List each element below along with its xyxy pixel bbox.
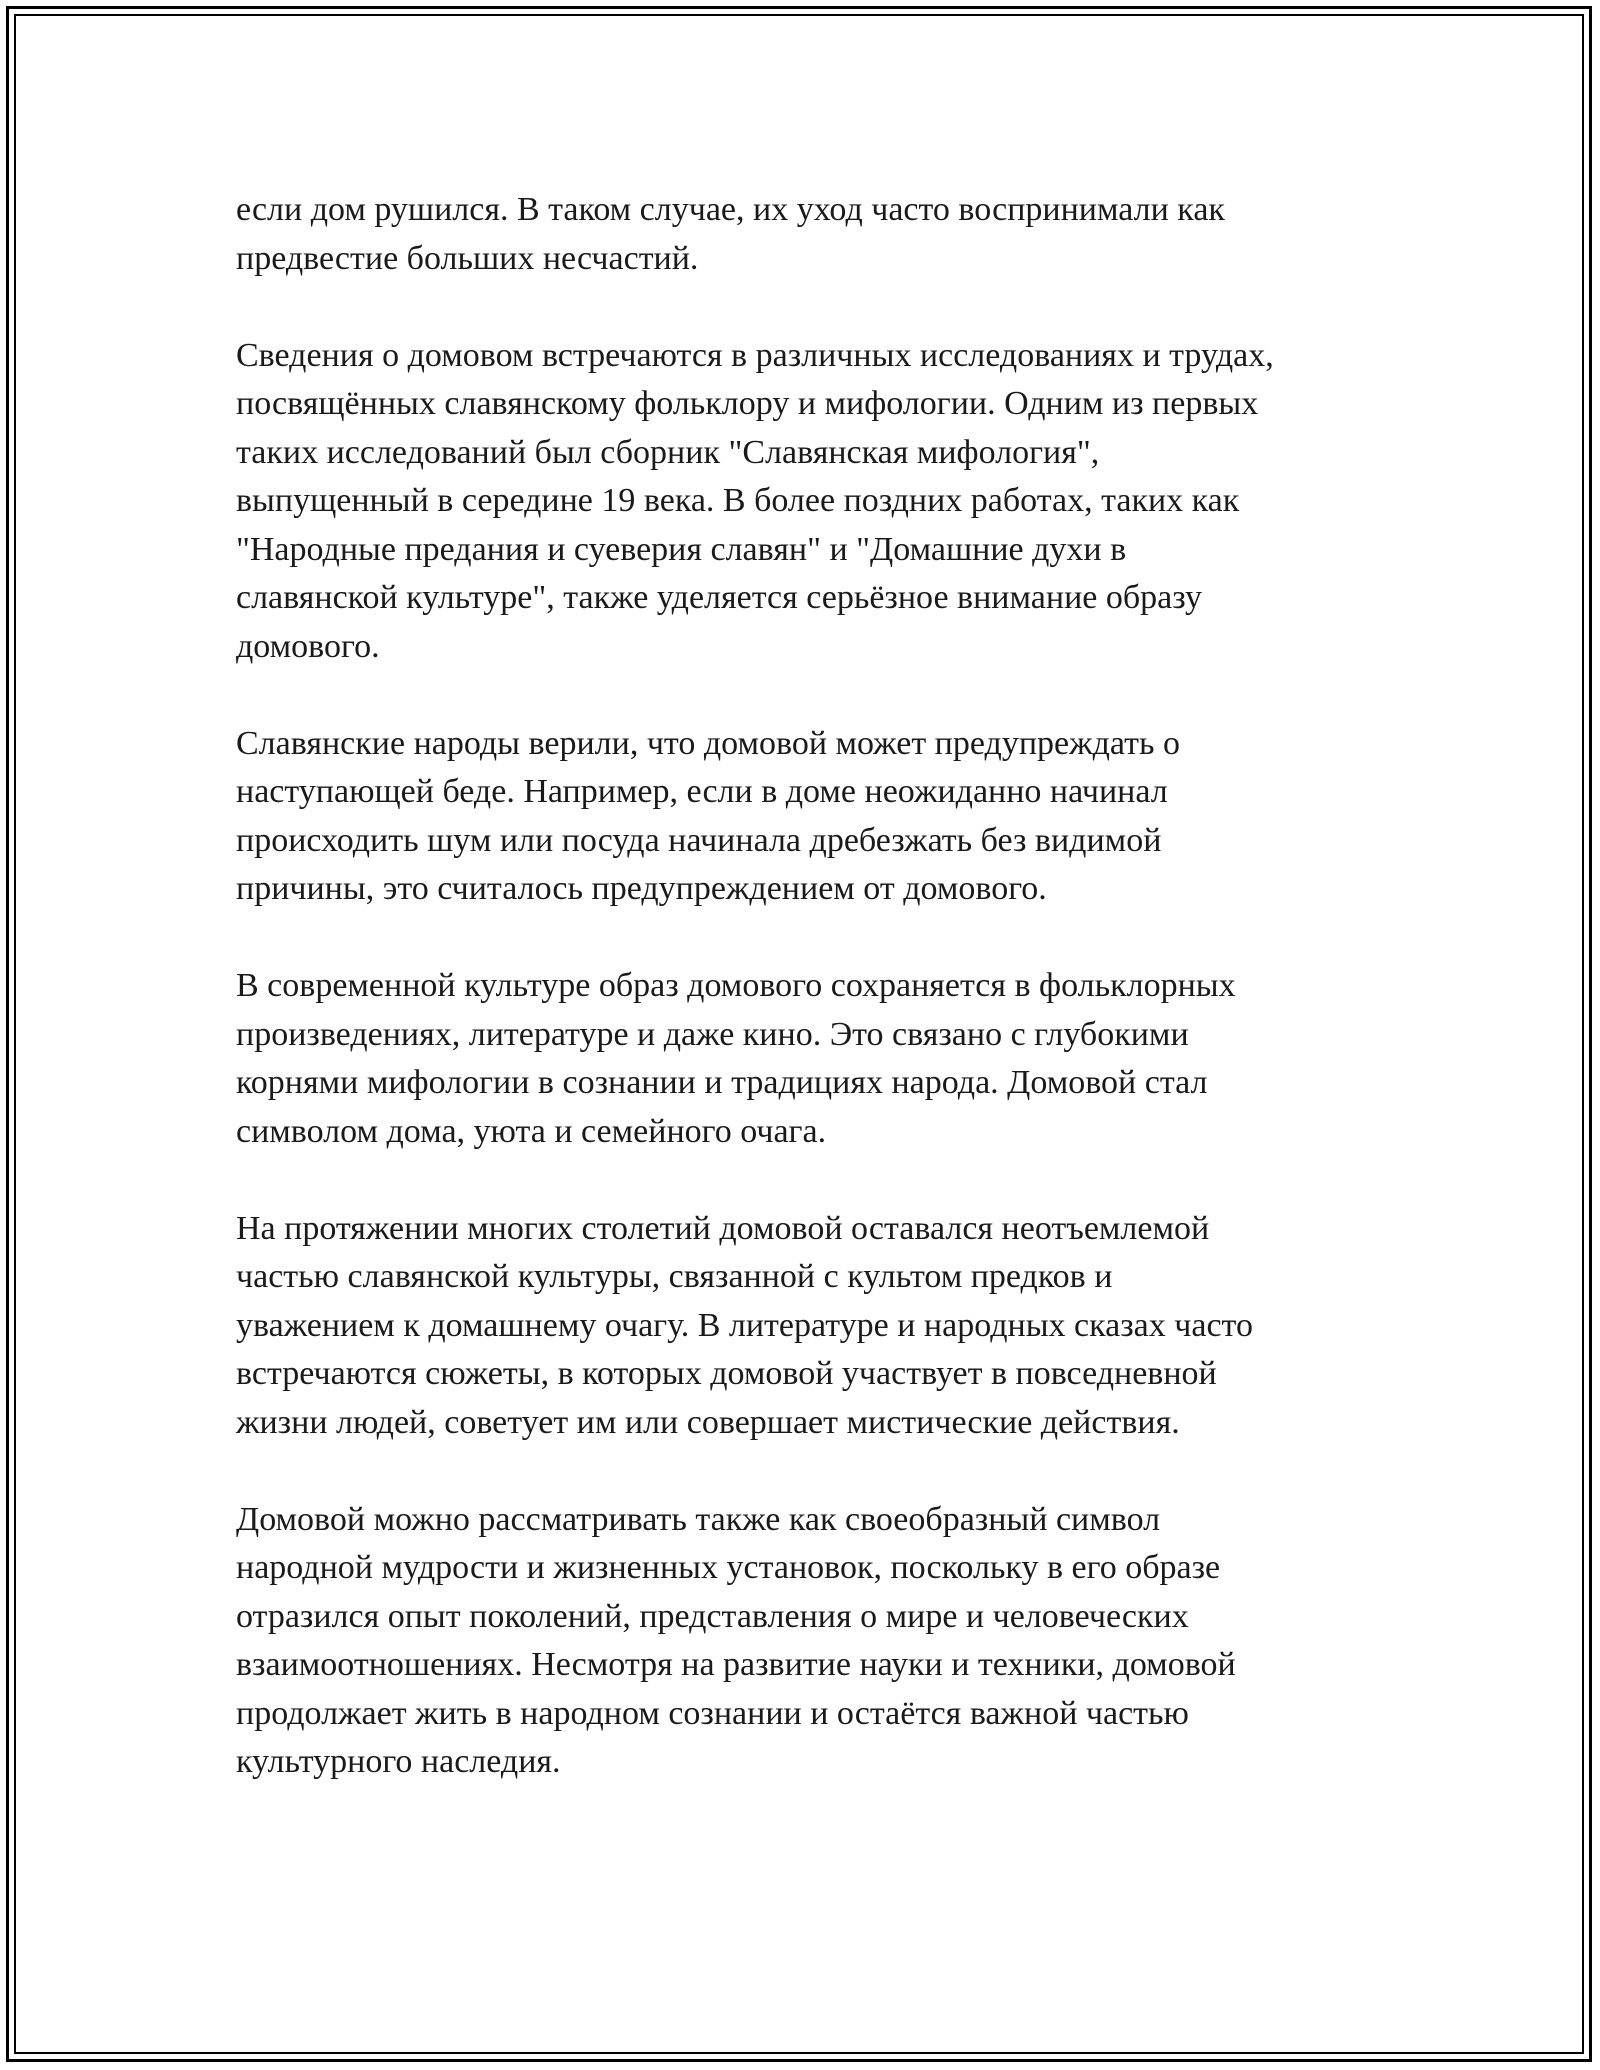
paragraph-6: Домовой можно рассматривать также как своеобразный символ народной мудрости и жизненных установок, поскольку в его образе отразился опыт поколений, представления о мире и человеческих взаимоотношениях. Несмотря на развитие науки и техники, домовой продолжает жить в народном сознании и остаётся важной частью культурного наследия. [236, 1500, 1236, 1780]
paragraph-1: если дом рушился. В таком случае, их уход часто воспринимали как предвестие больших несчастий. [236, 191, 1225, 277]
paragraph-3: Славянские народы верили, что домовой может предупреждать о наступающей беде. Например, если в доме неожиданно начинал происходить шум или посуда начинала дребезжать без видимой причины, это считалось предупреждением от домового. [236, 724, 1180, 907]
paragraph-2: Сведения о домовом встречаются в различных исследованиях и трудах, посвящённых славянскому фольклору и мифологии. Одним из первых таких исследований был сборник "Славянская мифология", выпущенный в середине 19 века. В более поздних работах, таких как "Народные предания и суеверия славян" и "Домашние духи в славянской культуре", также уделяется серьёзное внимание образу домового. [236, 336, 1274, 665]
paragraph-5: На протяжении многих столетий домовой оставался неотъемлемой частью славянской культуры, связанной с культом предков и уважением к домашнему очагу. В литературе и народных сказах часто встречаются сюжеты, в которых домовой участвует в повседневной жизни людей, советует им или совершает мистические действия. [236, 1209, 1253, 1441]
document-body [236, 186, 1396, 1835]
paragraph-4: В современной культуре образ домового сохраняется в фольклорных произведениях, литературе и даже кино. Это связано с глубокими корнями мифологии в сознании и традициях народа. Домовой стал символом дома, уюта и семейного очага. [236, 967, 1236, 1150]
